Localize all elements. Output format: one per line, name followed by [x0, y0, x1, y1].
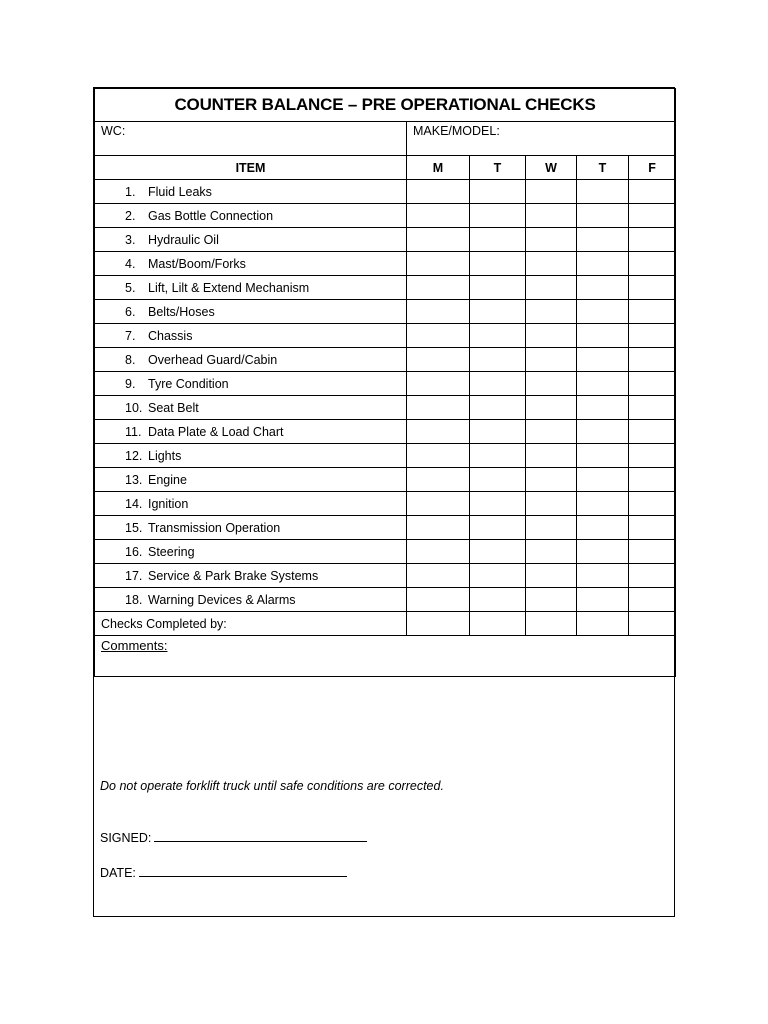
comments-area[interactable] [94, 665, 674, 917]
check-cell[interactable] [407, 564, 470, 588]
date-underline[interactable] [139, 866, 347, 877]
check-cell[interactable] [470, 276, 526, 300]
item-number: 13. [125, 472, 143, 487]
make-model-field[interactable] [407, 122, 676, 156]
check-cell[interactable] [407, 516, 470, 540]
check-cell[interactable] [407, 540, 470, 564]
check-cell[interactable] [526, 396, 577, 420]
item-label: Belts/Hoses [148, 304, 215, 319]
item-cell [95, 492, 407, 516]
checklist-row [95, 252, 676, 276]
check-cell[interactable] [629, 372, 676, 396]
check-cell[interactable] [577, 468, 629, 492]
check-cell[interactable] [526, 348, 577, 372]
check-cell[interactable] [577, 204, 629, 228]
item-number: 5. [125, 280, 136, 295]
check-cell[interactable] [526, 588, 577, 612]
wc-label: WC: [101, 124, 126, 138]
item-label: Seat Belt [148, 400, 199, 415]
check-cell[interactable] [470, 180, 526, 204]
check-cell[interactable] [407, 420, 470, 444]
check-cell[interactable] [470, 492, 526, 516]
item-cell [95, 420, 407, 444]
item-number: 4. [125, 256, 136, 271]
item-label: Overhead Guard/Cabin [148, 352, 278, 367]
checklist-row [95, 468, 676, 492]
check-cell[interactable] [526, 276, 577, 300]
item-label: Gas Bottle Connection [148, 208, 274, 223]
check-cell[interactable] [629, 324, 676, 348]
item-label: Engine [148, 472, 187, 487]
day-header-1: T [470, 156, 526, 180]
checklist-row [95, 348, 676, 372]
check-cell[interactable] [407, 204, 470, 228]
check-cell[interactable] [577, 588, 629, 612]
check-cell[interactable] [407, 588, 470, 612]
check-cell[interactable] [629, 468, 676, 492]
item-cell [95, 252, 407, 276]
signed-underline[interactable] [154, 831, 367, 842]
check-cell[interactable] [577, 300, 629, 324]
check-cell[interactable] [577, 444, 629, 468]
date-line[interactable] [100, 866, 347, 880]
check-cell[interactable] [470, 228, 526, 252]
check-cell[interactable] [526, 180, 577, 204]
item-cell [95, 444, 407, 468]
signed-label: SIGNED: [100, 831, 152, 845]
item-label: Mast/Boom/Forks [148, 256, 246, 271]
item-number: 12. [125, 448, 143, 463]
item-number: 1. [125, 184, 136, 199]
check-cell[interactable] [577, 564, 629, 588]
item-cell [95, 324, 407, 348]
checklist-table [94, 88, 676, 677]
item-number: 10. [125, 400, 143, 415]
item-cell [95, 348, 407, 372]
check-cell[interactable] [526, 540, 577, 564]
checklist-row [95, 588, 676, 612]
check-cell[interactable] [526, 444, 577, 468]
checklist-row [95, 492, 676, 516]
item-cell [95, 228, 407, 252]
item-cell [95, 516, 407, 540]
check-cell[interactable] [526, 252, 577, 276]
check-cell[interactable] [407, 348, 470, 372]
check-cell[interactable] [407, 324, 470, 348]
checklist-row [95, 540, 676, 564]
completed-by-cell[interactable] [407, 612, 470, 636]
check-cell[interactable] [629, 444, 676, 468]
signed-line[interactable] [100, 831, 367, 845]
check-cell[interactable] [577, 252, 629, 276]
item-label: Steering [148, 544, 195, 559]
item-label: Tyre Condition [148, 376, 229, 391]
check-cell[interactable] [629, 252, 676, 276]
check-cell[interactable] [629, 396, 676, 420]
check-cell[interactable] [470, 372, 526, 396]
check-cell[interactable] [470, 420, 526, 444]
check-cell[interactable] [526, 204, 577, 228]
check-cell[interactable] [526, 228, 577, 252]
item-cell [95, 396, 407, 420]
day-header-2: W [526, 156, 577, 180]
checklist-form [93, 87, 675, 917]
make-model-label: MAKE/MODEL: [413, 124, 500, 138]
check-cell[interactable] [577, 180, 629, 204]
check-cell[interactable] [407, 180, 470, 204]
check-cell[interactable] [470, 516, 526, 540]
checklist-row [95, 324, 676, 348]
item-cell [95, 300, 407, 324]
item-cell [95, 204, 407, 228]
check-cell[interactable] [470, 564, 526, 588]
item-label: Hydraulic Oil [148, 232, 219, 247]
item-label: Fluid Leaks [148, 184, 212, 199]
check-cell[interactable] [407, 300, 470, 324]
check-cell[interactable] [407, 492, 470, 516]
item-cell [95, 588, 407, 612]
check-cell[interactable] [526, 372, 577, 396]
check-cell[interactable] [629, 420, 676, 444]
check-cell[interactable] [629, 204, 676, 228]
check-cell[interactable] [629, 540, 676, 564]
checklist-row [95, 444, 676, 468]
check-cell[interactable] [470, 252, 526, 276]
check-cell[interactable] [629, 588, 676, 612]
check-cell[interactable] [407, 396, 470, 420]
item-number: 11. [125, 424, 142, 439]
item-cell [95, 276, 407, 300]
check-cell[interactable] [470, 540, 526, 564]
checklist-row [95, 228, 676, 252]
check-cell[interactable] [470, 300, 526, 324]
item-cell [95, 372, 407, 396]
date-label: DATE: [100, 866, 136, 880]
item-number: 17. [125, 568, 143, 583]
check-cell[interactable] [470, 204, 526, 228]
check-cell[interactable] [526, 420, 577, 444]
check-cell[interactable] [629, 276, 676, 300]
check-cell[interactable] [629, 492, 676, 516]
check-cell[interactable] [629, 348, 676, 372]
check-cell[interactable] [629, 180, 676, 204]
checklist-row [95, 372, 676, 396]
check-cell[interactable] [470, 444, 526, 468]
check-cell[interactable] [526, 324, 577, 348]
safety-warning: Do not operate forklift truck until safe conditions are corrected. [100, 779, 444, 793]
item-number: 2. [125, 208, 136, 223]
check-cell[interactable] [577, 276, 629, 300]
check-cell[interactable] [526, 468, 577, 492]
checklist-row [95, 180, 676, 204]
item-cell [95, 180, 407, 204]
completed-by-cell[interactable] [470, 612, 526, 636]
check-cell[interactable] [526, 300, 577, 324]
check-cell[interactable] [629, 564, 676, 588]
form-title: COUNTER BALANCE – PRE OPERATIONAL CHECKS [95, 89, 676, 122]
item-column-header: ITEM [95, 156, 407, 180]
checklist-row [95, 564, 676, 588]
check-cell[interactable] [526, 516, 577, 540]
check-cell[interactable] [577, 372, 629, 396]
item-number: 9. [125, 376, 136, 391]
item-number: 15. [125, 520, 143, 535]
item-label: Chassis [148, 328, 193, 343]
day-header-3: T [577, 156, 629, 180]
item-label: Warning Devices & Alarms [148, 592, 296, 607]
item-label: Ignition [148, 496, 189, 511]
item-number: 8. [125, 352, 136, 367]
item-label: Transmission Operation [148, 520, 281, 535]
check-cell[interactable] [629, 300, 676, 324]
checklist-row [95, 276, 676, 300]
check-cell[interactable] [470, 468, 526, 492]
item-number: 3. [125, 232, 136, 247]
check-cell[interactable] [407, 444, 470, 468]
check-cell[interactable] [577, 228, 629, 252]
item-label: Service & Park Brake Systems [148, 568, 319, 583]
checklist-row [95, 300, 676, 324]
check-cell[interactable] [526, 564, 577, 588]
item-label: Lift, Lilt & Extend Mechanism [148, 280, 310, 295]
item-number: 14. [125, 496, 143, 511]
check-cell[interactable] [407, 276, 470, 300]
item-number: 16. [125, 544, 143, 559]
check-cell[interactable] [577, 420, 629, 444]
wc-field[interactable] [95, 122, 407, 156]
checklist-row [95, 516, 676, 540]
check-cell[interactable] [407, 468, 470, 492]
item-number: 7. [125, 328, 136, 343]
check-cell[interactable] [470, 588, 526, 612]
check-cell[interactable] [577, 516, 629, 540]
checklist-row [95, 204, 676, 228]
check-cell[interactable] [577, 348, 629, 372]
check-cell[interactable] [577, 324, 629, 348]
check-cell[interactable] [629, 228, 676, 252]
item-label: Lights [148, 448, 182, 463]
check-cell[interactable] [577, 396, 629, 420]
item-cell [95, 540, 407, 564]
check-cell[interactable] [470, 348, 526, 372]
day-header-4: F [629, 156, 676, 180]
day-header-0: M [407, 156, 470, 180]
comments-label: Comments: [101, 638, 168, 653]
checks-completed-label: Checks Completed by: [95, 612, 407, 636]
check-cell[interactable] [577, 540, 629, 564]
check-cell[interactable] [629, 516, 676, 540]
item-cell [95, 564, 407, 588]
completed-by-cell[interactable] [526, 612, 577, 636]
check-cell[interactable] [407, 372, 470, 396]
checklist-row [95, 420, 676, 444]
check-cell[interactable] [407, 228, 470, 252]
check-cell[interactable] [470, 324, 526, 348]
item-number: 6. [125, 304, 136, 319]
completed-by-cell[interactable] [577, 612, 629, 636]
check-cell[interactable] [470, 396, 526, 420]
completed-by-cell[interactable] [629, 612, 676, 636]
check-cell[interactable] [526, 492, 577, 516]
item-label: Data Plate & Load Chart [148, 424, 284, 439]
check-cell[interactable] [577, 492, 629, 516]
checklist-row [95, 396, 676, 420]
item-number: 18. [125, 592, 143, 607]
item-cell [95, 468, 407, 492]
check-cell[interactable] [407, 252, 470, 276]
